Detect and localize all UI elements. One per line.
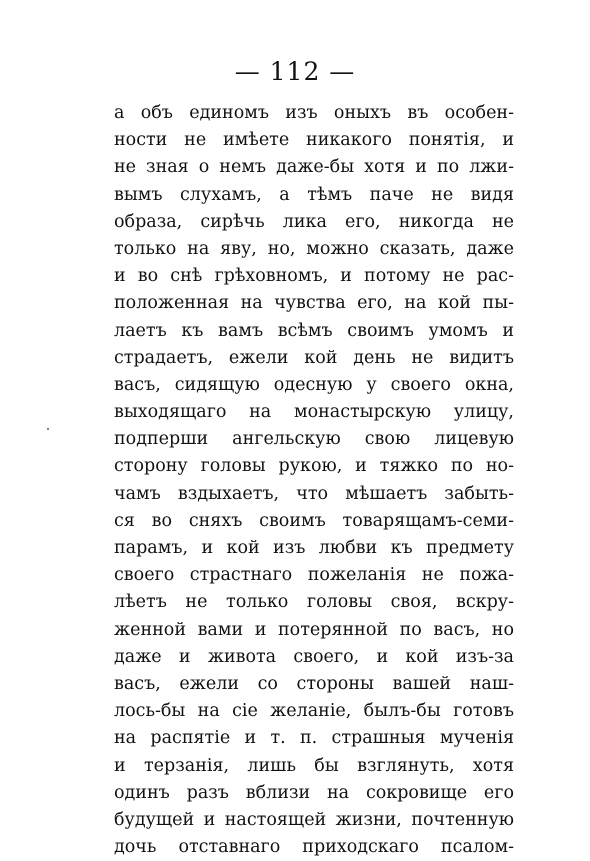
text-line: на распятіе и т. п. страшныя мученія bbox=[114, 728, 514, 749]
text-line: васъ, сидящую одесную у своего окна, bbox=[114, 374, 514, 395]
text-line: страдаетъ, ежели кой день не видитъ bbox=[114, 347, 514, 368]
text-line: положенная на чувства его, на кой пы- bbox=[114, 293, 514, 314]
text-line: лѣетъ не только головы своя, вскру- bbox=[114, 592, 514, 613]
text-line: дочь отставнаго приходскаго псалом- bbox=[114, 837, 514, 858]
text-line: ности не имѣете никакого понятія, и bbox=[114, 130, 514, 151]
text-line: а объ единомъ изъ оныхъ въ особен- bbox=[114, 103, 514, 123]
text-line: чамъ вздыхаетъ, что мѣшаетъ забыть- bbox=[114, 483, 514, 504]
text-line: женной вами и потерянной по васъ, но bbox=[114, 619, 514, 640]
text-line: лось-бы на сіе желаніе, былъ-бы готовъ bbox=[114, 701, 514, 722]
text-line: только на яву, но, можно сказать, даже bbox=[114, 238, 514, 259]
text-line: парамъ, и кой изъ любви къ предмету bbox=[114, 538, 514, 558]
text-line: своего страстнаго пожеланія не пожа- bbox=[114, 565, 514, 586]
text-line: вымъ слухамъ, а тѣмъ паче не видя bbox=[114, 184, 514, 205]
text-line: будущей и настоящей жизни, почтенную bbox=[114, 809, 514, 830]
text-line: не зная о немъ даже-бы хотя и по лжи- bbox=[114, 157, 514, 178]
stray-mark bbox=[47, 428, 49, 430]
text-line: васъ, ежели со стороны вашей наш- bbox=[114, 673, 514, 694]
text-line: сторону головы рукою, и тяжко по но- bbox=[114, 456, 514, 477]
text-line: выходящаго на монастырскую улицу, bbox=[114, 402, 514, 423]
body-text bbox=[114, 100, 514, 861]
text-line: и во снѣ грѣховномъ, и потому не рас- bbox=[114, 266, 514, 287]
text-line: подперши ангельскую свою лицевую bbox=[114, 429, 514, 450]
page-number: — 112 — bbox=[234, 57, 356, 86]
text-line: лаетъ къ вамъ всѣмъ своимъ умомъ и bbox=[114, 320, 514, 341]
text-line: даже и живота своего, и кой изъ-за bbox=[114, 646, 514, 667]
text-line: образа, сирѣчь лика его, никогда не bbox=[114, 211, 514, 232]
text-line: ся во сняхъ своимъ товарящамъ-семи- bbox=[114, 510, 514, 531]
text-line: одинъ разъ вблизи на сокровище его bbox=[114, 782, 514, 803]
text-line: и терзанія, лишь бы взглянуть, хотя bbox=[114, 755, 514, 776]
